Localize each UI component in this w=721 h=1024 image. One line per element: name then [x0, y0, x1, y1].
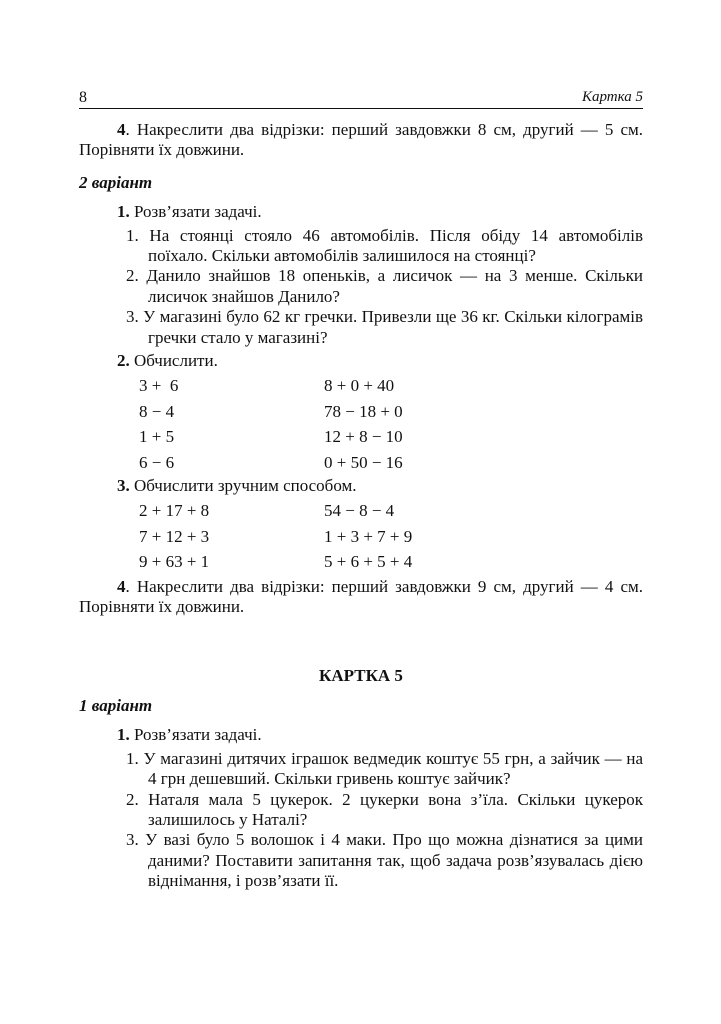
- expression: 8 − 4: [139, 401, 175, 421]
- expression: 6 − 6: [139, 453, 175, 473]
- expression: 7 + 12 + 3: [139, 526, 210, 546]
- task-text: . Накреслити два відрізки: перший завдовжки 9 см, другий — 4 см. Порівняти їх довжини.: [79, 576, 643, 617]
- task-4-top: [79, 120, 643, 161]
- variant-2-heading: 2 варіант: [79, 172, 153, 192]
- problem-3: 3. У магазині було 62 кг гречки. Привезли ще 36 кг. Скільки кілограмів гречки стало у магазині?: [126, 307, 643, 347]
- page: [79, 88, 643, 892]
- expression: 9 + 63 + 1: [139, 552, 210, 572]
- card-5-title: КАРТКА 5: [319, 665, 403, 685]
- variant2-task-1: [79, 202, 643, 222]
- expression: 8 + 0 + 40: [324, 376, 395, 396]
- task-number: 3.: [117, 475, 130, 495]
- task-text: Обчислити зручним способом.: [129, 475, 357, 495]
- expression: 2 + 17 + 8: [139, 501, 210, 521]
- task-text: Обчислити.: [129, 350, 218, 370]
- task-text: Розв’язати задачі.: [129, 202, 262, 222]
- expression: 12 + 8 − 10: [324, 427, 403, 447]
- running-title: Картка 5: [582, 89, 643, 105]
- expression: 0 + 50 − 16: [324, 453, 403, 473]
- variant2-task-4: [79, 577, 643, 618]
- problem-3: 3. У вазі було 5 волошок і 4 маки. Про що можна дізнатися за цими даними? Поставити запитання так, щоб задача розв’язувалась дією віднімання, і розв’язати її.: [126, 830, 643, 891]
- problem-1: 1. На стоянці стояло 46 автомобілів. Після обіду 14 автомобілів поїхало. Скільки автомобілів залишилося на стоянці?: [126, 225, 643, 265]
- problem-2: 2. Данило знайшов 18 опеньків, а лисичок — на 3 менше. Скільки лисичок знайшов Данило?: [126, 266, 643, 306]
- expression: 1 + 5: [139, 427, 175, 447]
- expression: 3 + 6: [139, 376, 179, 396]
- calc-grid: [79, 373, 643, 475]
- task-number: 4: [117, 120, 126, 139]
- task-number: 1.: [117, 202, 130, 222]
- task-text: Розв’язати задачі.: [129, 725, 262, 745]
- problem-1: 1. У магазині дитячих іграшок ведмедик коштує 55 грн, а зайчик — на 4 грн дешевший. Скільки гривень коштує зайчик?: [126, 748, 643, 789]
- task-number: 4: [117, 576, 126, 596]
- expression: 78 − 18 + 0: [324, 401, 403, 421]
- page-number: 8: [79, 89, 87, 106]
- problem-2: 2. Наталя мала 5 цукерок. 2 цукерки вона з’їла. Скільки цукерок залишилось у Наталі?: [126, 789, 643, 829]
- variant2-task-2: [79, 351, 643, 371]
- expression: 54 − 8 − 4: [324, 501, 395, 521]
- calc-grid-convenient: [79, 498, 643, 575]
- page-header: [79, 88, 643, 109]
- task-text: . Накреслити два відрізки: перший завдовжки 8 см, другий — 5 см. Порівняти їх довжини.: [79, 120, 643, 160]
- task-number: 1.: [117, 725, 130, 745]
- variant-1-heading: 1 варіант: [79, 696, 153, 716]
- variant2-task-3: [79, 476, 643, 496]
- variant1-task-1: [79, 725, 643, 745]
- task-number: 2.: [117, 350, 130, 370]
- expression: 5 + 6 + 5 + 4: [324, 552, 413, 572]
- expression: 1 + 3 + 7 + 9: [324, 526, 413, 546]
